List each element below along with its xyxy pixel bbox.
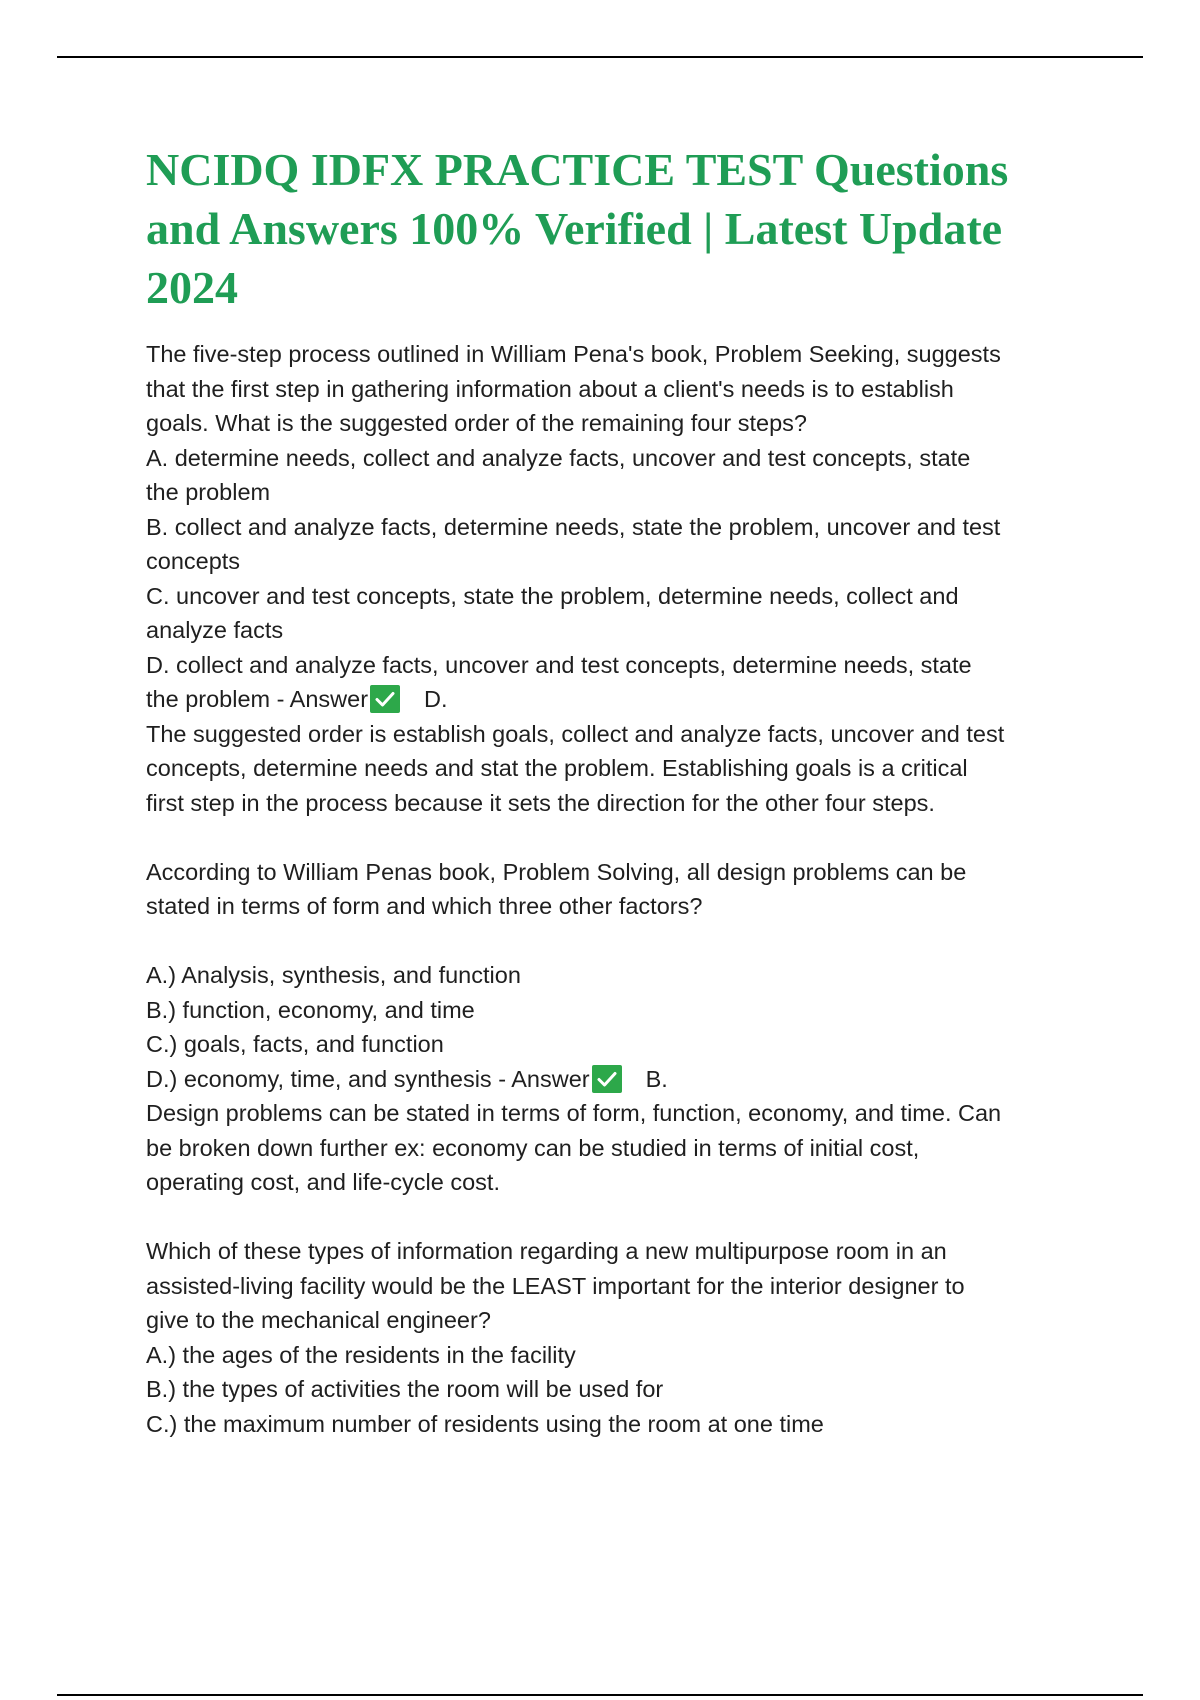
explanation-line: operating cost, and life-cycle cost. [146,1169,500,1195]
option-line: B.) the types of activities the room will be used for [146,1376,664,1402]
checkmark-icon [592,1065,622,1093]
page-title [146,140,1096,317]
explanation-line: concepts, determine needs and stat the problem. Establishing goals is a critical [146,755,968,781]
option-line: concepts [146,548,241,574]
answer-line [146,1062,1096,1097]
answer-letter: B. [645,1065,668,1092]
top-rule [57,56,1143,58]
question-2 [146,855,1096,1200]
option-line: D. collect and analyze facts, uncover and test concepts, determine needs, state [146,651,972,678]
option-line: the problem [146,479,271,505]
option-line: C.) the maximum number of residents using the room at one time [146,1410,824,1437]
question-stem-line: assisted-living facility would be the LEAST important for the interior designer to [146,1272,965,1299]
answer-line [146,682,1096,717]
question-stem-line: goals. What is the suggested order of the remaining four steps? [146,410,807,436]
question-stem-line: According to William Penas book, Problem Solving, all design problems can be [146,858,967,885]
explanation-line: be broken down further ex: economy can be studied in terms of initial cost, [146,1134,920,1161]
question-stem-line: give to the mechanical engineer? [146,1307,491,1333]
spacer [146,820,1096,855]
answer-prefix: D.) economy, time, and synthesis - Answer [146,1065,590,1092]
explanation-line: The suggested order is establish goals, collect and analyze facts, uncover and test [146,720,1005,747]
spacer [146,924,1096,959]
answer-letter: D. [424,686,448,712]
answer-prefix: the problem - Answer [146,686,369,712]
option-line: C. uncover and test concepts, state the problem, determine needs, collect and [146,582,959,609]
question-stem-line: The five-step process outlined in William Pena's book, Problem Seeking, suggests [146,341,1001,367]
explanation-line: first step in the process because it sets the direction for the other four steps. [146,789,935,816]
option-line: B.) function, economy, and time [146,996,475,1023]
option-line: C.) goals, facts, and function [146,1031,444,1057]
title-line: 2024 [146,262,238,313]
explanation-line: Design problems can be stated in terms of form, function, economy, and time. Can [146,1100,1002,1126]
question-stem-line: Which of these types of information regarding a new multipurpose room in an [146,1238,947,1264]
checkmark-icon [370,685,400,713]
document-body [146,140,1096,1441]
question-3 [146,1234,1096,1441]
option-line: A.) the ages of the residents in the facility [146,1341,576,1368]
bottom-rule [57,1694,1143,1696]
option-line: analyze facts [146,617,284,643]
spacer [146,1200,1096,1235]
option-line: B. collect and analyze facts, determine needs, state the problem, uncover and test [146,513,1001,540]
title-line: NCIDQ IDFX PRACTICE TEST Questions [146,144,1009,195]
title-line: and Answers 100% Verified | Latest Update [146,203,1003,254]
question-stem-line: that the first step in gathering information about a client's needs is to establish [146,375,954,402]
question-stem-line: stated in terms of form and which three other factors? [146,893,703,919]
option-line: A.) Analysis, synthesis, and function [146,962,521,988]
question-1 [146,337,1096,820]
option-line: A. determine needs, collect and analyze facts, uncover and test concepts, state [146,444,971,471]
